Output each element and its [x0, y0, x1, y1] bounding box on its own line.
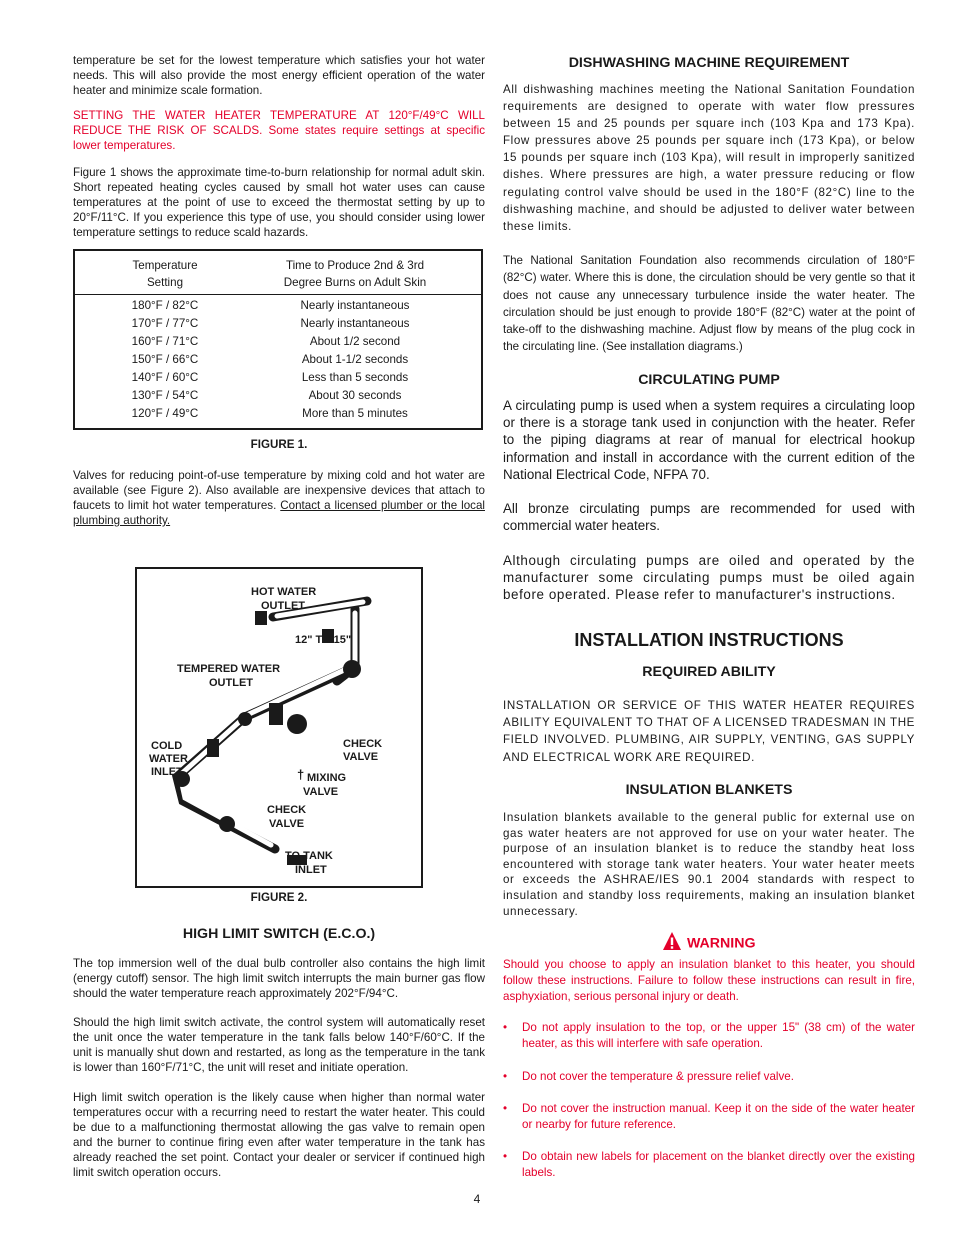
- insulation-blankets-heading: INSULATION BLANKETS: [625, 782, 793, 798]
- eco-heading: HIGH LIMIT SWITCH (E.C.O.): [182, 926, 376, 942]
- mixing-valve-label-2: VALVE: [303, 786, 339, 798]
- page-number: 4: [473, 1192, 481, 1206]
- table-row: [75, 389, 481, 407]
- intro-paragraph: temperature be set for the lowest temperature which satisfies your hot water needs. This will also provide the most energy efficient operation of the water heater and minimize scale formation.: [73, 54, 485, 97]
- table-row: [75, 299, 481, 317]
- list-item-text: Do not cover the instruction manual. Keep it on the side of the water heater or nearby for future reference.: [522, 1102, 915, 1131]
- check-valve-label: CHECK: [343, 738, 383, 750]
- insulation-blankets-paragraph: Insulation blankets available to the general public for external use on gas water heaters are not approved for use on your water heater. The purpose of an insulation blanket is to reduce the standby heat loss encountered with storage tank water heaters. Your water heater meets or exceeds the ASHRAE/IES 90.1 2004 standards with respect to insulation and standby loss requirements, making an insulation blanket unnecessary.: [503, 811, 915, 918]
- temp-cell: 160°F / 71°C: [131, 335, 199, 348]
- table-row: [75, 353, 481, 371]
- figure1-caption: FIGURE 1.: [250, 438, 308, 451]
- col2-header-line2: Degree Burns on Adult Skin: [283, 275, 427, 289]
- temp-cell: 130°F / 54°C: [131, 389, 199, 402]
- temp-cell: 120°F / 49°C: [131, 407, 199, 420]
- table-header: [75, 251, 481, 295]
- cold-inlet-label: COLD: [151, 740, 183, 752]
- temp-cell: 180°F / 82°C: [131, 299, 199, 312]
- list-item: [503, 1101, 915, 1133]
- list-item-text: Do obtain new labels for placement on the blanket directly over the existing labels.: [522, 1150, 915, 1179]
- valves-paragraph: [73, 468, 485, 528]
- mixing-valve-diagram: [135, 567, 423, 888]
- list-item-text: Do not apply insulation to the top, or the upper 15" (38 cm) of the water heater, as this will interfere with safe operation.: [522, 1021, 915, 1050]
- check-valve-2-label: CHECK: [267, 804, 307, 816]
- circulating-pump-heading: CIRCULATING PUMP: [638, 372, 780, 388]
- required-ability-paragraph: INSTALLATION OR SERVICE OF THIS WATER HEATER REQUIRES ABILITY EQUIVALENT TO THAT OF A LICENSED TRADESMAN IN THE FIELD INVOLVED. PLUMBING, AIR SUPPLY, VENTING, GAS SUPPLY AND ELECTRICAL WORK ARE REQUIRED.: [503, 699, 915, 764]
- check-valve-label-2: VALVE: [343, 751, 379, 763]
- distance-label: 12" TO 15": [295, 634, 352, 646]
- eco-paragraph-1: The top immersion well of the dual bulb controller also contains the high limit (energy cutoff) sensor. The high limit switch interrupts the main burner gas flow should the water temperature reach approximately 202°F/94°C.: [73, 957, 485, 1000]
- table-row: [75, 407, 481, 425]
- list-item: [503, 1020, 915, 1052]
- temp-cell: 140°F / 60°C: [131, 371, 199, 384]
- burn-time-table: [73, 249, 483, 430]
- col2-header: [255, 258, 455, 291]
- col1-header: [75, 258, 255, 291]
- pump-paragraph-2: All bronze circulating pumps are recommended for used with commercial water heaters.: [503, 501, 915, 534]
- bullet-icon: •: [503, 1021, 508, 1034]
- list-item: [503, 1069, 915, 1085]
- tempered-outlet-label-2: OUTLET: [209, 677, 253, 689]
- col2-header-line1: Time to Produce 2nd & 3rd: [285, 259, 425, 272]
- cold-inlet-label-2: WATER: [149, 753, 188, 765]
- eco-paragraph-3: High limit switch operation is the likely cause when higher than normal water temperatures occur with a recurring need to restart the water heater. This could be due to a malfunctioning thermostat allowing the gas valve to remain open and the burner to continue firing even after water temperature in the tank has already reached the set point. Contact your dealer or servicer if continued high limit switch operation occurs.: [73, 1091, 485, 1179]
- col1-header-line1: Temperature: [132, 259, 198, 272]
- time-cell: Less than 5 seconds: [301, 371, 409, 384]
- table-row: [75, 371, 481, 389]
- warning-paragraph: Should you choose to apply an insulation blanket to this heater, you should follow these instructions. Failure to follow these instructions can result in fire, asphyxiation, serious personal injury or death.: [503, 958, 915, 1003]
- bullet-icon: •: [503, 1070, 508, 1083]
- warning-label: [503, 931, 915, 956]
- eco-paragraph-2: Should the high limit switch activate, the control system will automatically reset the unit once the water temperature in the tank falls below 140°F/60°C. If the unit is manually shut down and restarted, as long as the temperature in the tank is lower than 160°F/71°C, the unit will reset and initiate operation.: [73, 1016, 485, 1074]
- bullet-icon: •: [503, 1150, 508, 1163]
- dishwashing-paragraph-1: All dishwashing machines meeting the National Sanitation Foundation requirements are designed to operate with water flow pressures between 15 and 25 pounds per square inch (103 Kpa and 173 Kpa). Flow pressures above 25 pounds per square inch (173 Kpa), or below 15 pounds per square inch (103 Kpa), will result in improperly sanitized dishes. Where pressures are high, a water pressure reducing or flow regulating control valve should be used in the 180°F (82°C) line to the dishwashing machine, and should be adjusted to deliver water between these limits.: [503, 83, 915, 233]
- mixing-valve-mark: †: [297, 767, 305, 782]
- time-cell: About 1-1/2 seconds: [301, 353, 409, 366]
- pump-paragraph-3: Although circulating pumps are oiled and operated by the manufacturer some circulating pumps must be oiled again before operated. Please refer to manufacturer's instructions.: [503, 553, 915, 603]
- tempered-outlet-label: TEMPERED WATER: [177, 663, 281, 675]
- time-cell: Nearly instantaneous: [300, 299, 410, 312]
- installation-instructions-heading: INSTALLATION INSTRUCTIONS: [574, 630, 844, 650]
- time-cell: Nearly instantaneous: [300, 317, 410, 330]
- temp-cell: 150°F / 66°C: [131, 353, 199, 366]
- dishwashing-heading: DISHWASHING MACHINE REQUIREMENT: [568, 55, 850, 71]
- bullet-icon: •: [503, 1102, 508, 1115]
- warning-title: WARNING: [686, 935, 756, 952]
- time-cell: About 30 seconds: [308, 389, 402, 402]
- contact-plumber-text: Contact a licensed plumber or the local plumbing authority.: [73, 499, 485, 527]
- mixing-valve-label: MIXING: [307, 772, 347, 784]
- col1-header-line2: Setting: [146, 275, 184, 289]
- required-ability-heading: REQUIRED ABILITY: [642, 664, 776, 680]
- hot-water-outlet-label: HOT WATER: [251, 586, 317, 598]
- figure1-intro: Figure 1 shows the approximate time-to-burn relationship for normal adult skin. Short repeated heating cycles caused by small hot water uses can cause temperatures at the point of use to exceed the thermostat setting by up to 20°F/11°C. If you experience this type of use, you should consider using lower temperature settings to reduce scald hazards.: [73, 166, 485, 239]
- check-valve-2-label-2: VALVE: [269, 818, 305, 830]
- tank-inlet-label-2: INLET: [295, 864, 327, 876]
- table-row: [75, 317, 481, 335]
- hot-water-outlet-label-2: OUTLET: [261, 600, 305, 612]
- valves-text: Valves for reducing point-of-use temperature by mixing cold and hot water are available (see Figure 2). Also available are inexpensive devices that attach to faucets to limit hot water temperatures.: [73, 469, 485, 512]
- temp-cell: 170°F / 77°C: [131, 317, 199, 330]
- cold-inlet-label-3: INLET: [151, 766, 183, 778]
- pump-paragraph-1: A circulating pump is used when a system requires a circulating loop or there is a storage tank used in conjunction with the heater. Refer to the piping diagrams at rear of manual for electrical hookup information and install in accordance with the current edition of the National Electrical Code, NFPA 70.: [503, 398, 915, 482]
- table-row: [75, 335, 481, 353]
- list-item-text: Do not cover the temperature & pressure relief valve.: [522, 1070, 794, 1083]
- figure2-caption: FIGURE 2.: [250, 891, 308, 904]
- time-cell: More than 5 minutes: [302, 407, 408, 420]
- warning-triangle-icon: [662, 931, 682, 956]
- list-item: [503, 1149, 915, 1181]
- tank-inlet-label: TO TANK: [285, 850, 333, 862]
- mixing-valve-illustration: [137, 569, 421, 886]
- time-cell: About 1/2 second: [309, 335, 401, 348]
- dishwashing-paragraph-2: The National Sanitation Foundation also recommends circulation of 180°F (82°C) water. Where this is done, the circulation should be very gentle so that it does not cause any unnecessary turbulence inside the water heater. The circulation should be just enough to provide 180°F (82°C) water at the point of take-off to the dishwashing machine. Adjust flow by means of the plug cock in the circulating line. (See installation diagrams.): [503, 254, 915, 354]
- scald-warning: SETTING THE WATER HEATER TEMPERATURE AT 120°F/49°C WILL REDUCE THE RISK OF SCALDS. Some states require settings at specific lower temperatures.: [73, 109, 485, 152]
